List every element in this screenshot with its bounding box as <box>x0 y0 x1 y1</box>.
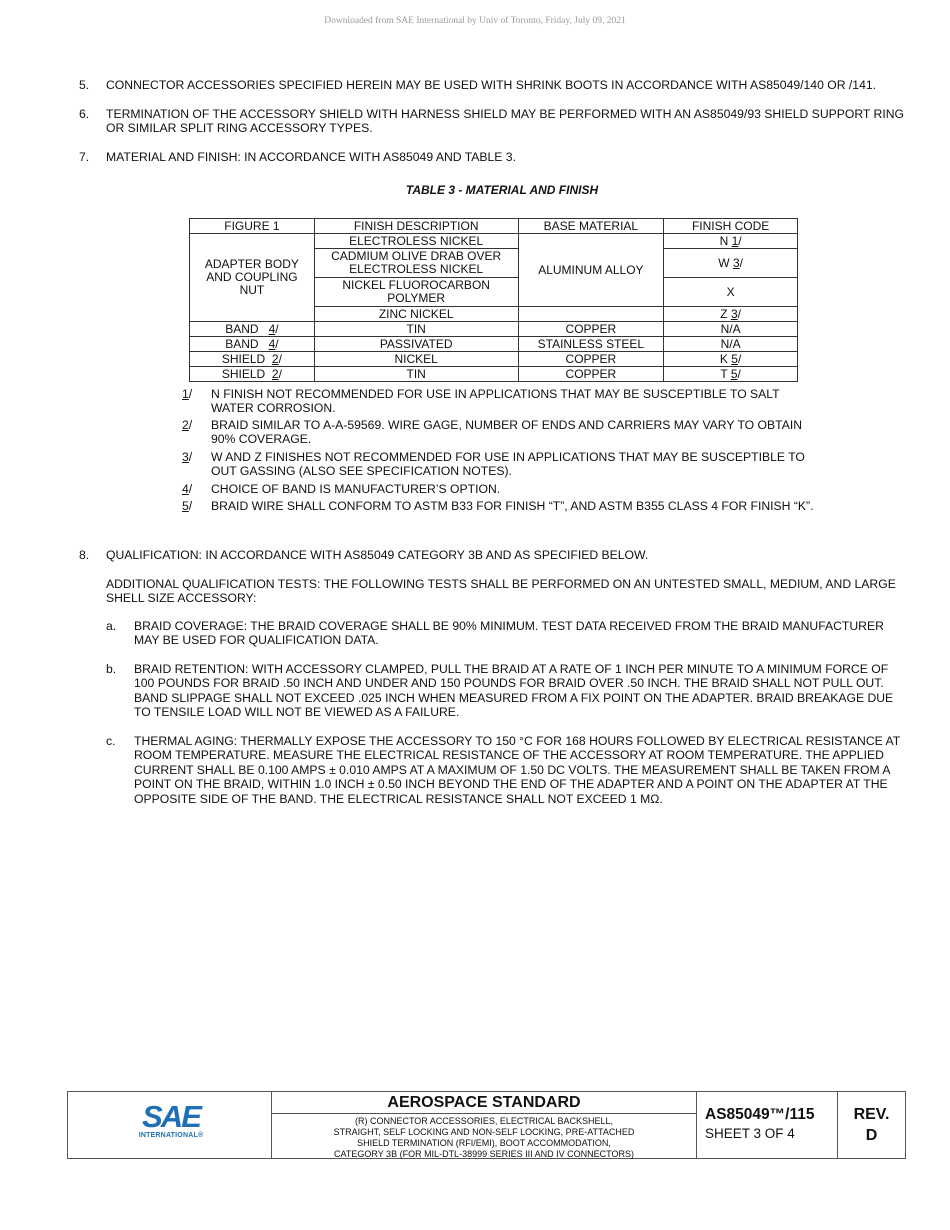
table-cell: STAINLESS STEEL <box>518 337 664 352</box>
document-type: AEROSPACE STANDARD <box>272 1092 696 1114</box>
footnote-text: BRAID WIRE SHALL CONFORM TO ASTM B33 FOR FINISH “T”, AND ASTM B355 CLASS 4 FOR FINISH “K”. <box>211 499 814 513</box>
item-text: BRAID RETENTION: WITH ACCESSORY CLAMPED, PULL THE BRAID AT A RATE OF 1 INCH PER MINUTE TO A MINIMUM FORCE OF 100 POUNDS FOR BRAID .50 INCH AND UNDER AND 150 POUNDS FOR BRAID OVER .50 INCH. THE BRAID SHALL NOT PULL OUT. BAND SLIPPAGE SHALL NOT EXCEED .025 INCH WHEN MEASURED FROM A FIX POINT ON THE ADAPTER. BRAID BREAKAGE DUE TO TENSILE LOAD WILL NOT BE VIEWED AS A FAILURE. <box>134 662 894 720</box>
note-6 <box>79 107 909 136</box>
table-cell: COPPER <box>518 322 664 337</box>
footnote <box>182 418 822 447</box>
table-row <box>190 352 798 367</box>
group-material-cell: ALUMINUM ALLOY <box>518 234 664 307</box>
footnote-mark: 2/ <box>182 418 193 432</box>
material-finish-table <box>189 218 798 382</box>
footnote <box>182 387 822 416</box>
revision-value: D <box>865 1127 878 1144</box>
footnote <box>182 482 822 496</box>
table-cell: NICKEL FLUOROCARBON POLYMER <box>314 278 518 307</box>
footnote <box>182 450 822 479</box>
note-text: MATERIAL AND FINISH: IN ACCORDANCE WITH AS85049 AND TABLE 3. <box>106 150 516 164</box>
note-5 <box>79 78 909 92</box>
test-item-b <box>106 662 906 720</box>
footnote <box>182 499 822 513</box>
sae-logo <box>138 1099 204 1139</box>
table-cell: TIN <box>314 322 518 337</box>
download-notice: Downloaded from SAE International by Univ of Toronto, Friday, July 09, 2021 <box>324 16 626 26</box>
revision-cell <box>838 1092 905 1158</box>
test-item-c <box>106 734 906 806</box>
footnote-text: N FINISH NOT RECOMMENDED FOR USE IN APPLICATIONS THAT MAY BE SUSCEPTIBLE TO SALT WATER CORROSION. <box>211 387 780 416</box>
qualification-intro <box>79 577 909 606</box>
intro-text: ADDITIONAL QUALIFICATION TESTS: THE FOLLOWING TESTS SHALL BE PERFORMED ON AN UNTESTED SMALL, MEDIUM, AND LARGE SHELL SIZE ACCESSORY: <box>106 577 896 606</box>
logo-mark: ® <box>197 1132 204 1139</box>
table-cell: SHIELD 2/ <box>190 367 315 382</box>
table-cell: CADMIUM OLIVE DRAB OVER ELECTROLESS NICKEL <box>314 249 518 278</box>
note-text: QUALIFICATION: IN ACCORDANCE WITH AS85049 CATEGORY 3B AND AS SPECIFIED BELOW. <box>106 548 649 562</box>
item-text: BRAID COVERAGE: THE BRAID COVERAGE SHALL BE 90% MINIMUM. TEST DATA RECEIVED FROM THE BRAID MANUFACTURER MAY BE USED FOR QUALIFICATION DATA. <box>134 619 884 648</box>
table-cell: T 5/ <box>664 367 798 382</box>
table-cell: NICKEL <box>314 352 518 367</box>
table-cell: X <box>664 278 798 307</box>
sheet-number: SHEET 3 OF 4 <box>705 1126 795 1141</box>
group-label-cell: ADAPTER BODY AND COUPLING NUT <box>190 234 315 322</box>
footnote-mark: 1/ <box>182 387 193 401</box>
column-header: FIGURE 1 <box>190 219 315 234</box>
document-number-cell <box>697 1092 838 1158</box>
table-cell: PASSIVATED <box>314 337 518 352</box>
logo-text: SAE <box>142 1099 200 1134</box>
table-caption: TABLE 3 - MATERIAL AND FINISH <box>405 183 599 197</box>
table-cell: ELECTROLESS NICKEL <box>314 234 518 249</box>
table-cell: ZINC NICKEL <box>314 307 518 322</box>
footnote-text: BRAID SIMILAR TO A-A-59569. WIRE GAGE, NUMBER OF ENDS AND CARRIERS MAY VARY TO OBTAIN 90% COVERAGE. <box>211 418 803 447</box>
item-text: THERMAL AGING: THERMALLY EXPOSE THE ACCESSORY TO 150 °C FOR 168 HOURS FOLLOWED BY ELECTRICAL RESISTANCE AT ROOM TEMPERATURE. MEASURE THE ELECTRICAL RESISTANCE OF THE ACCESSORY AT ROOM TEMPERATURE. THE APPLIED CURRENT SHALL BE 0.100 AMPS ± 0.010 AMPS AT A MAXIMUM OF 1.50 DC VOLTS. THE MEASUREMENT SHALL BE TAKEN FROM A POINT ON THE BRAID, WITHIN 1.0 INCH ± 0.50 INCH BEYOND THE END OF THE ADAPTER AND A POINT ON THE ADAPTER AT THE OPPOSITE SIDE OF THE BAND. THE ELECTRICAL RESISTANCE SHALL NOT EXCEED 1 MΩ. <box>134 734 900 806</box>
table-cell: BAND 4/ <box>190 322 315 337</box>
footnote-text: CHOICE OF BAND IS MANUFACTURER’S OPTION. <box>211 482 501 496</box>
document-number: AS85049™/115 <box>705 1106 815 1123</box>
table-cell: BAND 4/ <box>190 337 315 352</box>
column-header: FINISH DESCRIPTION <box>314 219 518 234</box>
note-number: 8. <box>79 548 90 562</box>
document-description: (R) CONNECTOR ACCESSORIES, ELECTRICAL BACKSHELL, STRAIGHT, SELF LOCKING AND NON-SELF LOCKING, PRE-ATTACHED SHIELD TERMINATION (RFI/EMI), BOOT ACCOMMODATION, CATEGORY 3B (FOR MIL-DTL-38999 SERIES III AND IV CONNECTORS) <box>333 1116 635 1159</box>
title-cell <box>272 1092 697 1158</box>
note-7 <box>79 150 909 164</box>
title-block <box>67 1091 906 1159</box>
test-item-a <box>106 619 906 648</box>
footnote-mark: 5/ <box>182 499 193 513</box>
table-cell <box>518 307 664 322</box>
note-8 <box>79 548 909 562</box>
note-number: 5. <box>79 78 90 92</box>
logo-cell <box>68 1092 272 1158</box>
revision-label: REV. <box>853 1106 890 1123</box>
table-cell: TIN <box>314 367 518 382</box>
table-row <box>190 367 798 382</box>
footnote-mark: 3/ <box>182 450 193 464</box>
table-cell: COPPER <box>518 352 664 367</box>
table-row <box>190 337 798 352</box>
table-cell: SHIELD 2/ <box>190 352 315 367</box>
note-number: 7. <box>79 150 90 164</box>
footnote-mark: 4/ <box>182 482 193 496</box>
table-cell: N 1/ <box>664 234 798 249</box>
logo-sub: INTERNATIONAL <box>138 1132 198 1139</box>
column-header: FINISH CODE <box>664 219 798 234</box>
table-cell: N/A <box>664 322 798 337</box>
note-number: 6. <box>79 107 90 121</box>
footnote-text: W AND Z FINISHES NOT RECOMMENDED FOR USE IN APPLICATIONS THAT MAY BE SUSCEPTIBLE TO OUT GASSING (ALSO SEE SPECIFICATION NOTES). <box>211 450 805 479</box>
note-text: TERMINATION OF THE ACCESSORY SHIELD WITH HARNESS SHIELD MAY BE PERFORMED WITH AN AS85049/93 SHIELD SUPPORT RING OR SIMILAR SPLIT RING ACCESSORY TYPES. <box>106 107 905 136</box>
table-cell: N/A <box>664 337 798 352</box>
table-cell: W 3/ <box>664 249 798 278</box>
table-cell: Z 3/ <box>664 307 798 322</box>
table-cell: K 5/ <box>664 352 798 367</box>
table-header-row <box>190 219 798 234</box>
column-header: BASE MATERIAL <box>518 219 664 234</box>
table-cell: COPPER <box>518 367 664 382</box>
table-row <box>190 322 798 337</box>
item-letter: b. <box>106 662 117 676</box>
note-text: CONNECTOR ACCESSORIES SPECIFIED HEREIN MAY BE USED WITH SHRINK BOOTS IN ACCORDANCE WITH AS85049/140 OR /141. <box>106 78 877 92</box>
table-row <box>190 234 798 249</box>
item-letter: a. <box>106 619 117 633</box>
item-letter: c. <box>106 734 116 748</box>
